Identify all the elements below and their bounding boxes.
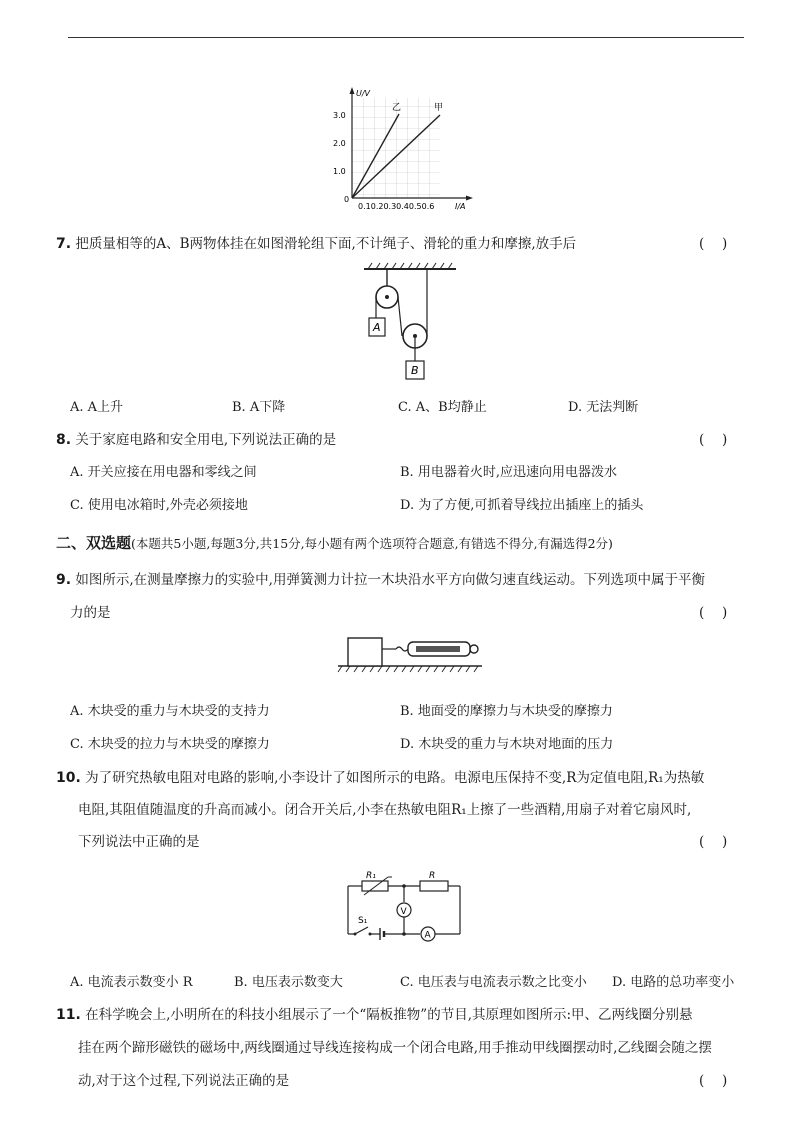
question-8	[56, 428, 336, 448]
y-tick-label: 2.0	[333, 139, 346, 148]
ground-hatch	[338, 666, 478, 672]
x-axis-arrow	[466, 196, 473, 201]
question-text-continued: 电阻,其阻值随温度的升高而减小。闭合开关后,小李在热敏电阻R₁上擦了一些酒精,用扇子对着它扇风时,	[78, 802, 692, 818]
answer-bracket: ( )	[699, 834, 728, 850]
option-b[interactable]: B. 电压表示数变大	[234, 975, 343, 990]
answer-bracket: ( )	[699, 1073, 728, 1089]
question-text: 为了研究热敏电阻对电路的影响,小李设计了如图所示的电路。电源电压保持不变,R为定值电阻,R₁为热敏	[85, 770, 705, 786]
circuit-diagram	[340, 868, 470, 948]
answer-bracket: ( )	[699, 236, 728, 252]
x-tick-labels: 0.10.20.30.40.50.6	[358, 202, 435, 211]
resistor-r	[420, 881, 448, 891]
section-note: (本题共5小题,每题3分,共15分,每小题有两个选项符合题意,有错选不得分,有漏选得2分)	[131, 536, 613, 551]
question-number: 7.	[56, 236, 72, 252]
option-c[interactable]: C. 电压表与电流表示数之比变小	[400, 975, 587, 990]
option-b[interactable]: B. 地面受的摩擦力与木块受的摩擦力	[400, 704, 613, 719]
question-text-continued: 动,对于这个过程,下列说法正确的是	[78, 1073, 290, 1089]
option-d[interactable]: D. 无法判断	[568, 400, 639, 415]
question-number: 8.	[56, 432, 72, 448]
ui-graph	[330, 84, 480, 212]
line-yi-label: 乙	[392, 103, 402, 113]
option-a[interactable]: A. 电流表示数变小 R	[70, 975, 193, 990]
scale-ring	[470, 645, 478, 653]
block-a-label: A	[373, 321, 381, 334]
option-a[interactable]: A. 木块受的重力与木块受的支持力	[70, 704, 270, 719]
option-b[interactable]: B. 用电器着火时,应迅速向用电器泼水	[400, 465, 617, 480]
answer-bracket: ( )	[699, 605, 728, 621]
answer-bracket: ( )	[699, 432, 728, 448]
x-axis-label: I/A	[455, 202, 466, 211]
question-number: 10.	[56, 770, 81, 786]
question-text-continued: 下列说法中正确的是	[78, 834, 200, 850]
option-c[interactable]: C. 木块受的拉力与木块受的摩擦力	[70, 737, 270, 752]
y-axis-label: U/V	[356, 89, 371, 98]
question-text-continued: 挂在两个蹄形磁铁的磁场中,两线圈通过导线连接构成一个闭合电路,用手推动甲线圈摆动时,乙线圈会随之摆	[78, 1040, 712, 1056]
pulley-axle	[413, 334, 417, 338]
option-c[interactable]: C. A、B均静止	[398, 400, 487, 415]
question-10	[56, 766, 704, 786]
origin-label: 0	[344, 195, 350, 204]
question-text-continued: 力的是	[70, 605, 111, 621]
section-title: 二、双选题	[56, 534, 132, 552]
block-b-label: B	[411, 364, 419, 377]
option-d[interactable]: D. 电路的总功率变小	[612, 975, 735, 990]
question-text: 在科学晚会上,小明所在的科技小组展示了一个“隔板推物”的节目,其原理如图所示:甲、乙两线圈分别悬	[85, 1007, 693, 1023]
rope-down	[398, 297, 402, 336]
r-label: R	[429, 871, 436, 881]
option-a[interactable]: A. 开关应接在用电器和零线之间	[70, 465, 257, 480]
scale-hook	[396, 647, 408, 651]
question-7	[56, 232, 576, 252]
option-a[interactable]: A. A上升	[70, 400, 124, 415]
question-number: 9.	[56, 572, 72, 588]
option-c[interactable]: C. 使用电冰箱时,外壳必须接地	[70, 498, 248, 513]
pulley-axle	[385, 295, 389, 299]
section-heading	[56, 532, 613, 553]
option-d[interactable]: D. 木块受的重力与木块对地面的压力	[400, 737, 614, 752]
y-axis-arrow	[350, 87, 355, 94]
y-tick-label: 3.0	[333, 111, 346, 120]
question-number: 11.	[56, 1007, 81, 1023]
ammeter-label: A	[424, 930, 431, 941]
question-text: 把质量相等的A、B两物体挂在如图滑轮组下面,不计绳子、滑轮的重力和摩擦,放手后	[75, 236, 577, 252]
question-text: 关于家庭电路和安全用电,下列说法正确的是	[75, 432, 337, 448]
y-tick-label: 1.0	[333, 167, 346, 176]
pulley-diagram	[360, 262, 460, 384]
question-11	[56, 1003, 693, 1023]
spring-scale-spring	[416, 646, 460, 652]
header-rule	[68, 37, 744, 38]
question-9	[56, 568, 705, 588]
option-b[interactable]: B. A下降	[232, 400, 286, 415]
option-d[interactable]: D. 为了方便,可抓着导线拉出插座上的插头	[400, 498, 644, 513]
switch-s1	[355, 927, 368, 934]
question-text: 如图所示,在测量摩擦力的实验中,用弹簧测力计拉一木块沿水平方向做匀速直线运动。下列选项中属于平衡	[75, 572, 705, 588]
thermistor-r1	[362, 881, 388, 891]
friction-diagram	[336, 630, 486, 676]
wooden-block	[348, 638, 382, 666]
r1-label: R₁	[366, 871, 376, 881]
s1-label: S₁	[358, 916, 368, 926]
line-jia-label: 甲	[434, 103, 444, 113]
voltmeter-label: V	[400, 907, 407, 917]
graph-grid	[352, 98, 440, 198]
